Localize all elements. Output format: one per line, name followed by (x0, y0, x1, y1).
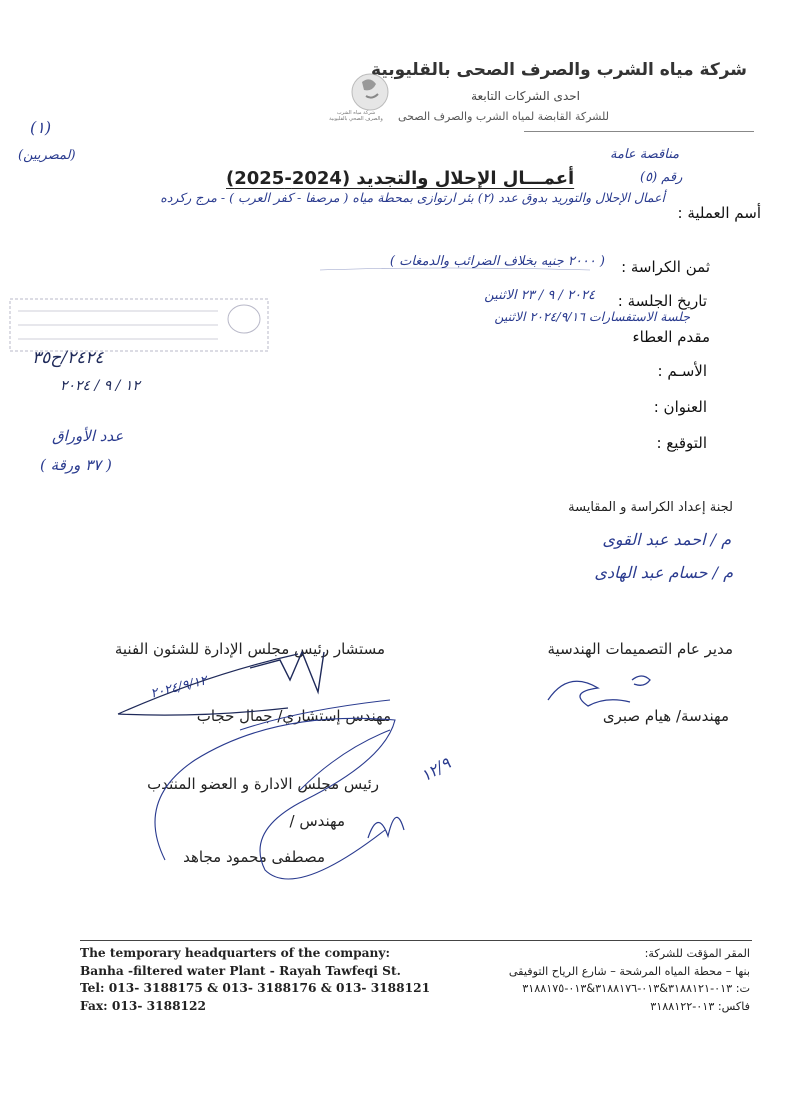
chairman-name: مصطفى محمود مجاهد (183, 848, 325, 866)
footer-en-line-3: Tel: 013- 3188175 & 013- 3188176 & 013- 3188121 (80, 981, 431, 995)
name-label: الأسـم : (657, 362, 707, 380)
design-manager-title: مدير عام التصميمات الهندسية (547, 640, 733, 658)
pages-count-handwritten: ( ٣٧ ورقة ) (40, 456, 112, 474)
operation-label: أسم العملية : (677, 204, 761, 222)
advisor-title: مستشار رئيس مجلس الإدارة للشئون الفنية (114, 640, 385, 658)
footer-en-line-1: The temporary headquarters of the company: (80, 946, 390, 960)
holding-company: للشركة القابضة لمياه الشرب والصرف الصحى (397, 110, 609, 123)
footer-ar-line-2: بنها – محطة المياه المرشحة – شارع الرياح التوفيقى (508, 964, 750, 978)
inquiry-session-handwritten: جلسة الاستفسارات ٢٠٢٤/٩/١٦ الاثنين (494, 309, 690, 324)
committee-member-1: م / احمد عبد القوى (602, 530, 731, 549)
signature-label: التوقيع : (656, 434, 707, 452)
session-date-label: تاريخ الجلسة : (617, 292, 707, 310)
footer-en-line-4: Fax: 013- 3188122 (80, 998, 206, 1013)
tender-number-handwritten: رقم (٥) (640, 170, 683, 185)
price-value-handwritten: ( ٢٠٠٠ جنيه بخلاف الضرائب والدمغات ) (389, 254, 605, 269)
svg-text:والصرف الصحي بالقليوبية: والصرف الصحي بالقليوبية (329, 116, 383, 122)
chairman-signature-date: ١٢/٩ (417, 753, 454, 786)
footer-divider (80, 940, 752, 941)
pages-label-handwritten: عدد الأوراق (52, 427, 124, 445)
committee-title: لجنة إعداد الكراسة و المقايسة (568, 500, 733, 515)
advisor-signature-date: ٢٠٢٤/٩/١٢ (149, 673, 209, 702)
footer-ar-line-3: ت: ٠١٣-٣١٨٨١٢١&٠١٣-٣١٨٨١٧٦&٠١٣-٣١٨٨١٧٥ (522, 982, 750, 995)
footer-ar-line-4: فاكس: ٠١٣-٣١٨٨١٢٢ (650, 999, 750, 1013)
company-affiliation: احدى الشركات التابعة (471, 89, 580, 103)
tender-type-handwritten: مناقصة عامة (610, 147, 680, 162)
address-label: العنوان : (653, 398, 707, 416)
footer-address-arabic (509, 945, 750, 1015)
svg-text:شركة مياه الشرب: شركة مياه الشرب (336, 110, 376, 116)
design-manager-name: مهندسة/ هيام صبرى (602, 707, 729, 725)
footer-en-line-2: Banha -filtered water Plant - Rayah Tawfeqi St. (80, 963, 401, 978)
committee-member-2: م / حسام عبد الهادى (594, 563, 733, 582)
bidder-label: مقدم العطاء (632, 328, 710, 346)
egyptians-note-handwritten: (لمصريين) (18, 148, 76, 163)
footer-ar-line-1: المقر المؤقت للشركة: (644, 947, 750, 960)
company-name: شركة مياه الشرب والصرف الصحى بالقليوبية (371, 60, 747, 80)
chairman-title: رئيس مجلس الادارة و العضو المنتدب (147, 775, 379, 793)
stamp-number-handwritten: ٢٤٢٤/ح٣٥ (32, 348, 104, 368)
session-date-handwritten: ٢٠٢٤ / ٩ / ٢٣ الاثنين (484, 288, 595, 303)
chairman-prefix: مهندس / (289, 812, 345, 830)
footer-address-english (80, 945, 430, 1015)
operation-value-handwritten: أعمال الإحلال والتوريد بدوق عدد (٢) بئر ارتوازى بمحطة مياه ( مرصفا - كفر العرب ) - مرج ركرده (160, 190, 665, 205)
page-number-handwritten: (١) (30, 118, 52, 137)
price-label: ثمن الكراسة : (621, 258, 710, 276)
stamp-date-handwritten: ١٢ / ٩ / ٢٠٢٤ (60, 378, 140, 394)
advisor-name: مهندس إستشاري/ جمال حجاب (196, 707, 391, 725)
document-title: أعمـــال الإحلال والتجديد (2024-2025) (226, 168, 575, 189)
